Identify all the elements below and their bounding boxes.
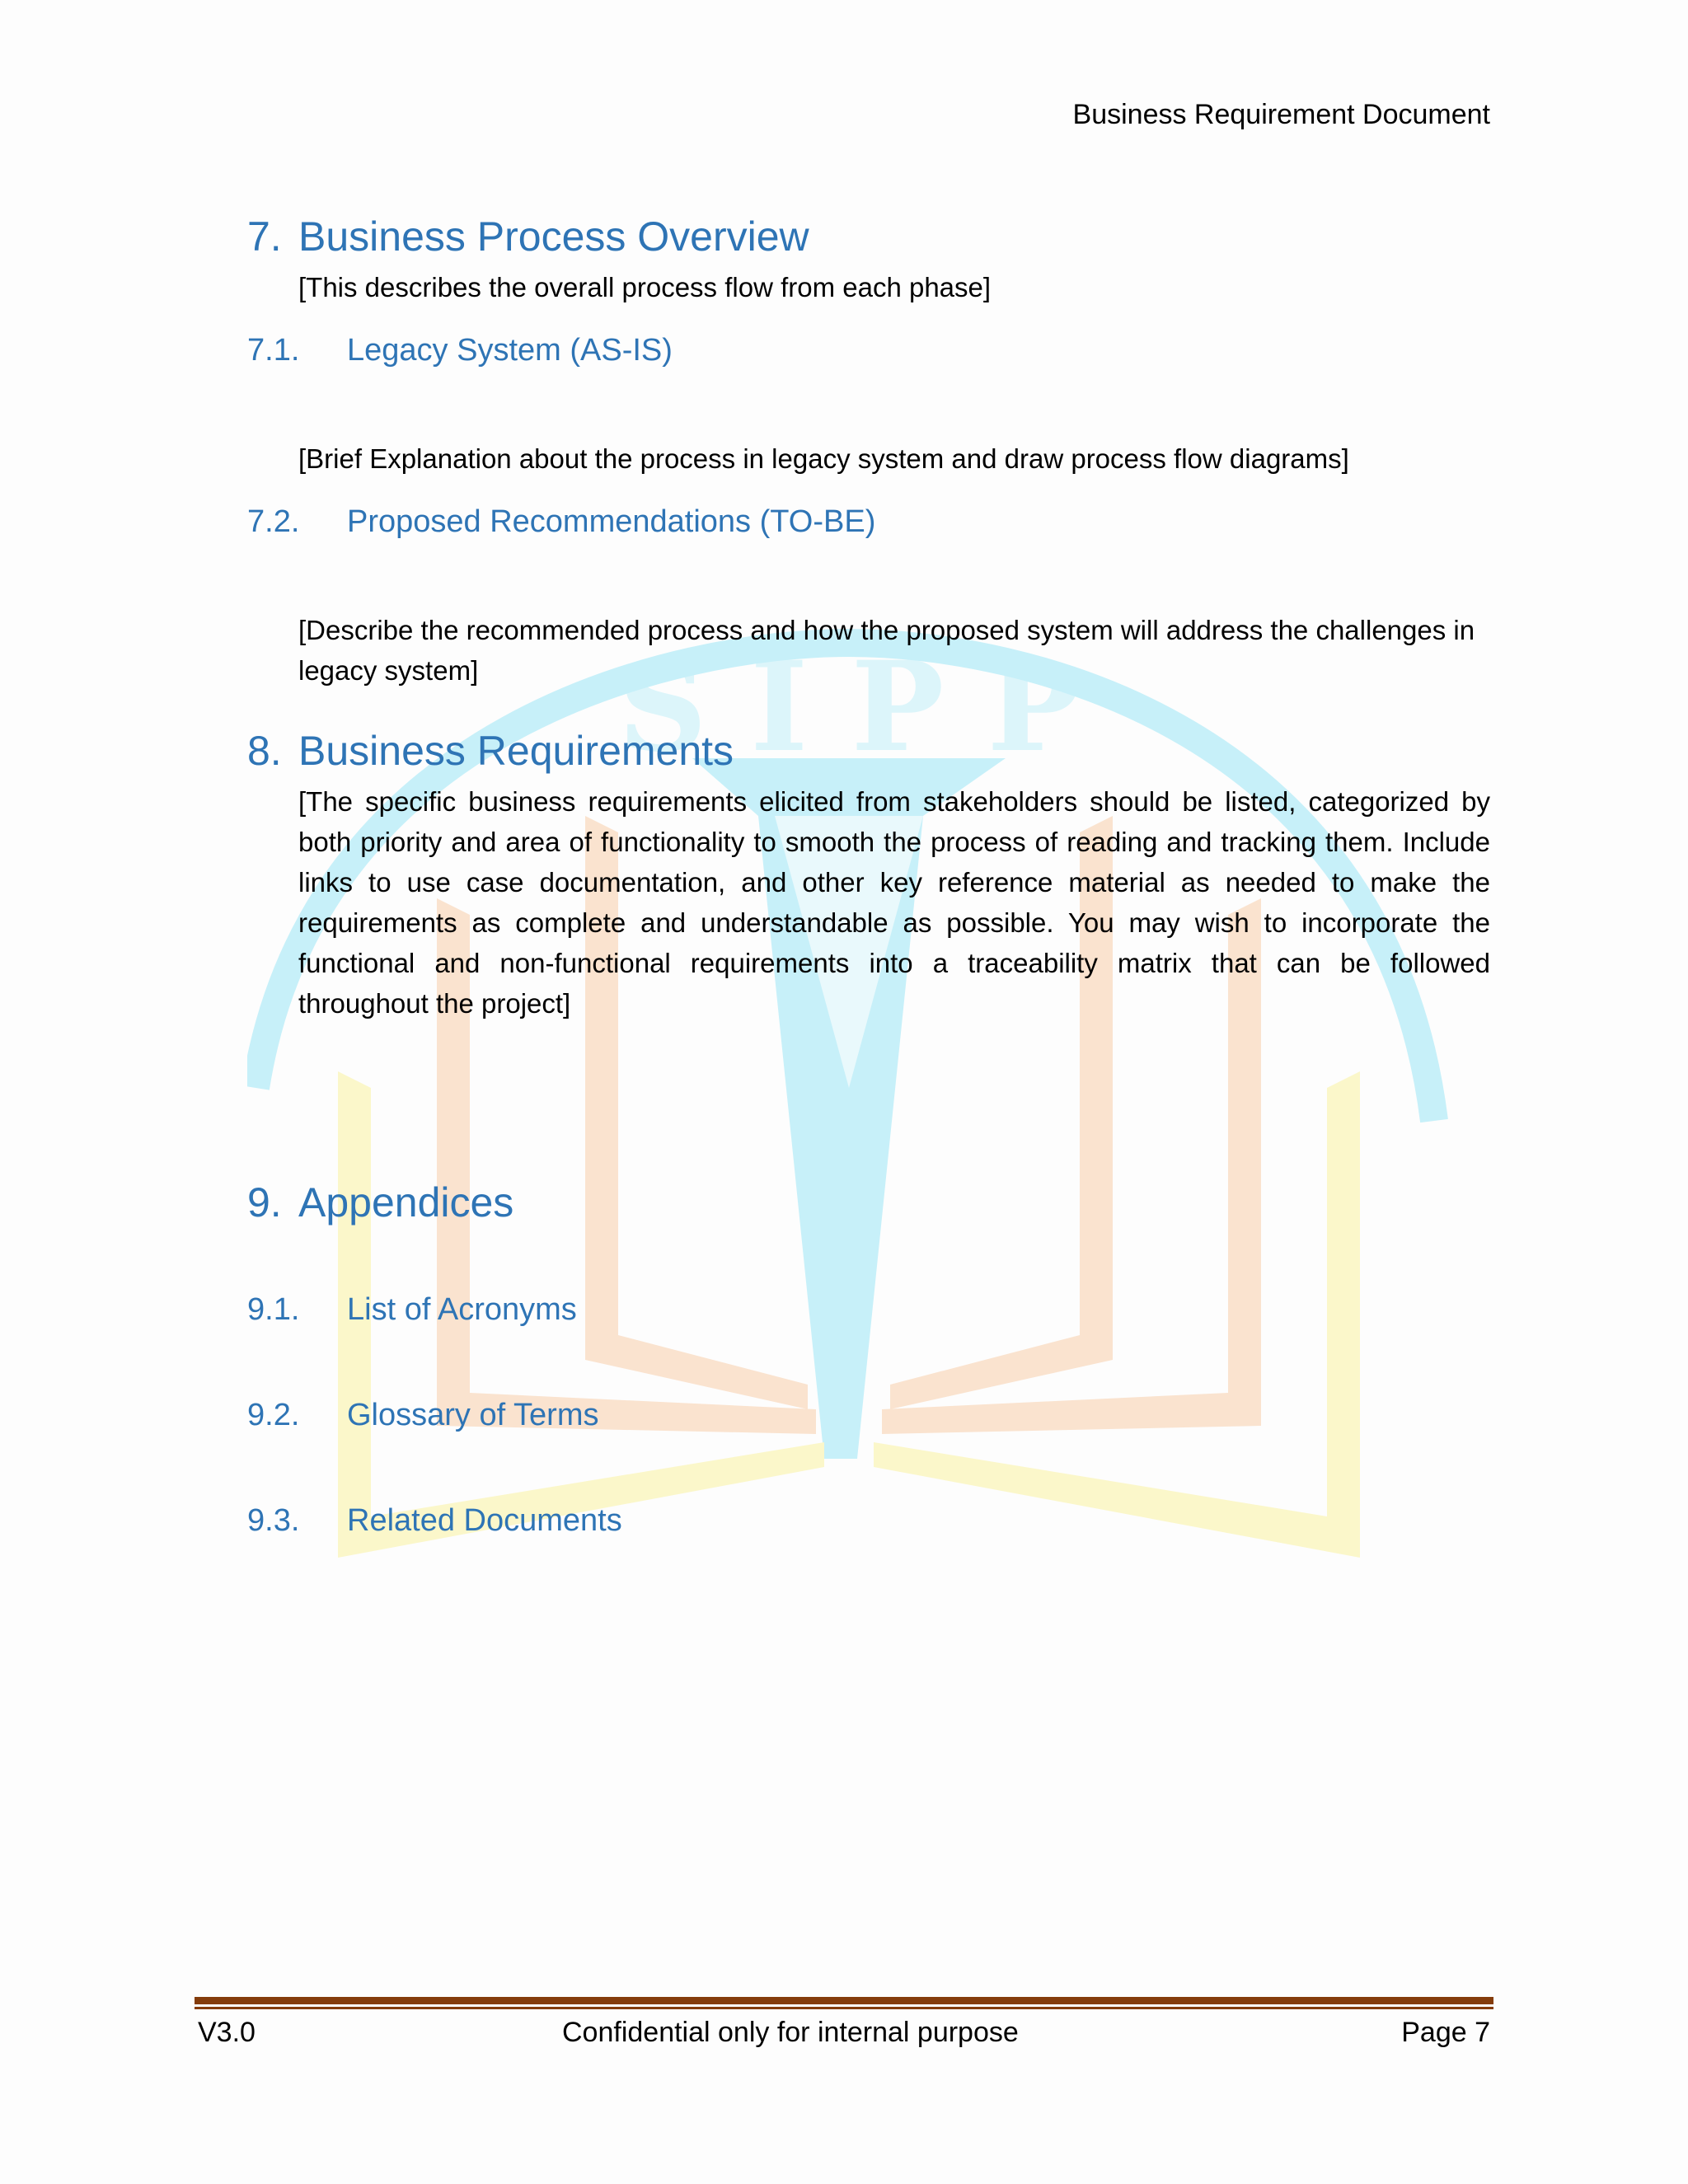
heading-glossary-of-terms [247, 1398, 598, 1433]
heading-proposed-recommendations [247, 504, 875, 540]
heading-text: Glossary of Terms [347, 1398, 599, 1432]
heading-text: Proposed Recommendations (TO-BE) [347, 504, 876, 539]
heading-number: 7.1. [247, 333, 300, 368]
heading-number: 7.2. [247, 504, 300, 539]
heading-number: 8. [247, 728, 282, 774]
heading-text: Appendices [298, 1179, 514, 1226]
watermark-letters: S I P P [617, 635, 1081, 780]
heading-text: Business Requirements [298, 728, 734, 774]
section-7-description: [This describes the overall process flow from each phase] [298, 272, 992, 302]
heading-legacy-system [247, 333, 673, 368]
watermark-book-right-outer [874, 1071, 1360, 1558]
heading-number: 9.3. [247, 1503, 300, 1538]
heading-related-documents [247, 1503, 622, 1539]
heading-number: 9. [247, 1179, 282, 1226]
heading-text: Legacy System (AS-IS) [347, 333, 673, 368]
heading-list-of-acronyms [247, 1292, 577, 1328]
section-8-description: [The specific business requirements elicited from stakeholders should be listed, categorized by both priority and area of functionality to smooth the process of reading and tracking them. Include links to use case documentation, and other key reference material as needed to make the requirements as complete and understandable as possible. You may wish to incorporate the functional and non-functional requirements into a traceability matrix that can be followed throughout the project] [298, 786, 1490, 1019]
heading-text: Related Documents [347, 1503, 622, 1538]
section-7-1-description: [Brief Explanation about the process in legacy system and draw process flow diagrams] [298, 443, 1349, 474]
heading-business-requirements [247, 727, 734, 775]
footer-version: V3.0 [198, 2017, 256, 2048]
footer-divider [195, 1997, 1493, 2004]
footer-confidentiality: Confidential only for internal purpose [562, 2017, 1019, 2048]
heading-text: Business Process Overview [298, 213, 809, 260]
heading-number: 9.1. [247, 1292, 300, 1327]
footer-page-number: Page 7 [1401, 2017, 1490, 2048]
section-7-2-description: [Describe the recommended process and how the proposed system will address the challenges in legacy system] [298, 615, 1475, 686]
heading-business-process-overview [247, 213, 809, 260]
heading-text: List of Acronyms [347, 1292, 577, 1327]
running-header: Business Requirement Document [1072, 99, 1490, 130]
footer-divider-thin [195, 2007, 1493, 2009]
heading-appendices [247, 1179, 513, 1226]
heading-number: 9.2. [247, 1398, 300, 1432]
heading-number: 7. [247, 213, 282, 260]
